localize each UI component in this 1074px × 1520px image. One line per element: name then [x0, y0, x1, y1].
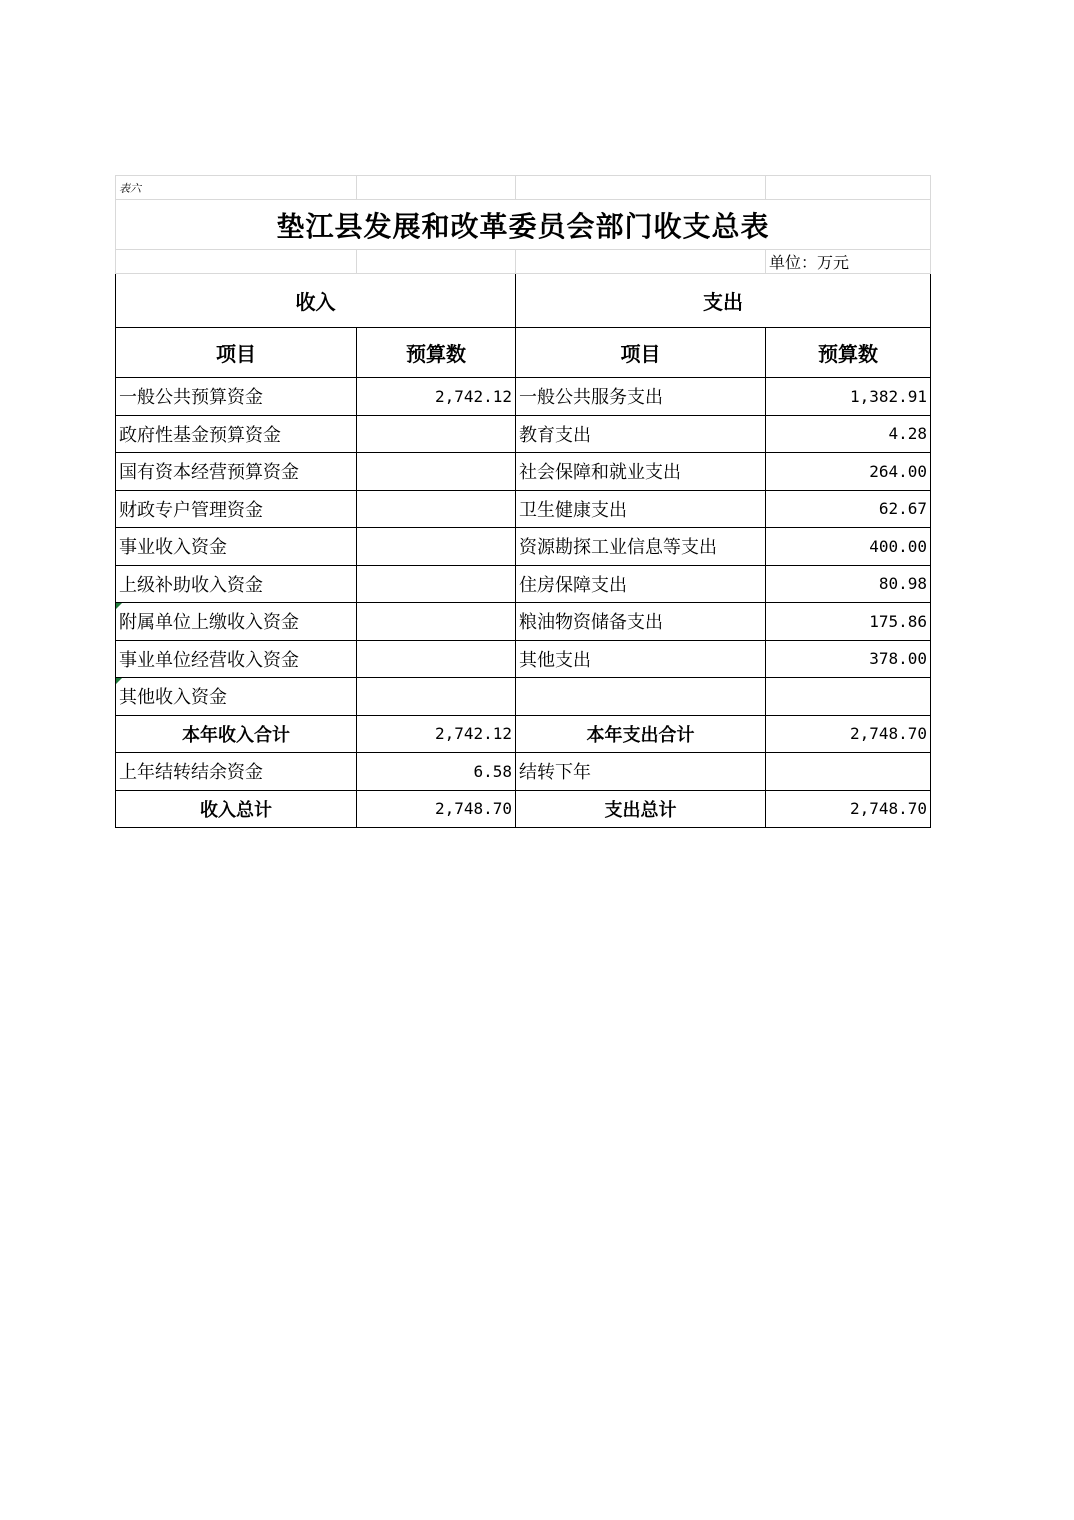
table-row: [116, 528, 931, 566]
income-value: [357, 640, 516, 678]
expense-item: 住房保障支出: [516, 565, 766, 603]
expense-total-label: 支出总计: [516, 790, 766, 828]
expense-value: 264.00: [766, 453, 931, 491]
income-item: 事业单位经营收入资金: [116, 640, 357, 678]
expense-total-value: 2,748.70: [766, 790, 931, 828]
table-row: [116, 490, 931, 528]
table-tag: 表六: [116, 176, 357, 200]
expense-carry-label: 结转下年: [516, 753, 766, 791]
table-row: [116, 453, 931, 491]
income-total-value: 2,748.70: [357, 790, 516, 828]
empty-cell: [357, 250, 516, 274]
income-subtotal-label: 本年收入合计: [116, 715, 357, 753]
expense-subtotal-value: 2,748.70: [766, 715, 931, 753]
empty-cell: [516, 250, 766, 274]
income-item-header: 项目: [116, 328, 357, 378]
income-subtotal-value: 2,742.12: [357, 715, 516, 753]
expense-value: 175.86: [766, 603, 931, 641]
income-item: 财政专户管理资金: [116, 490, 357, 528]
table-row: [116, 415, 931, 453]
income-item: 政府性基金预算资金: [116, 415, 357, 453]
expense-item: 资源勘探工业信息等支出: [516, 528, 766, 566]
income-value: 2,742.12: [357, 378, 516, 416]
income-budget-header: 预算数: [357, 328, 516, 378]
title-row: [116, 200, 931, 250]
income-item: 事业收入资金: [116, 528, 357, 566]
income-carry-value: 6.58: [357, 753, 516, 791]
unit-row: [116, 250, 931, 274]
income-value: [357, 528, 516, 566]
unit-label: 单位：万元: [766, 250, 931, 274]
expense-value: 4.28: [766, 415, 931, 453]
empty-cell: [766, 176, 931, 200]
expense-value: 378.00: [766, 640, 931, 678]
income-value: [357, 415, 516, 453]
table-row: [116, 640, 931, 678]
table-row: [116, 603, 931, 641]
expense-item-header: 项目: [516, 328, 766, 378]
expense-value: 62.67: [766, 490, 931, 528]
income-item: 上级补助收入资金: [116, 565, 357, 603]
income-value: [357, 565, 516, 603]
column-header-row: [116, 328, 931, 378]
empty-cell: [357, 176, 516, 200]
income-item: 一般公共预算资金: [116, 378, 357, 416]
expense-item: [516, 678, 766, 716]
expense-item: 其他支出: [516, 640, 766, 678]
table-row: [116, 678, 931, 716]
section-header-row: [116, 274, 931, 328]
table-row: [116, 565, 931, 603]
subtotal-row: [116, 715, 931, 753]
expense-item: 社会保障和就业支出: [516, 453, 766, 491]
expense-subtotal-label: 本年支出合计: [516, 715, 766, 753]
total-row: [116, 790, 931, 828]
carry-over-row: [116, 753, 931, 791]
expense-section-header: 支出: [516, 274, 931, 328]
expense-budget-header: 预算数: [766, 328, 931, 378]
expense-item: 教育支出: [516, 415, 766, 453]
income-value: [357, 490, 516, 528]
page-title: 垫江县发展和改革委员会部门收支总表: [116, 200, 931, 250]
income-value: [357, 453, 516, 491]
empty-cell: [116, 250, 357, 274]
income-carry-label: 上年结转结余资金: [116, 753, 357, 791]
expense-item: 粮油物资储备支出: [516, 603, 766, 641]
table-row: [116, 378, 931, 416]
income-value: [357, 678, 516, 716]
tag-row: [116, 176, 931, 200]
income-value: [357, 603, 516, 641]
income-section-header: 收入: [116, 274, 516, 328]
empty-cell: [516, 176, 766, 200]
expense-value: 400.00: [766, 528, 931, 566]
expense-item: 卫生健康支出: [516, 490, 766, 528]
income-item: 其他收入资金: [116, 678, 357, 716]
income-item: 附属单位上缴收入资金: [116, 603, 357, 641]
budget-summary-table: [115, 175, 931, 828]
expense-value: 1,382.91: [766, 378, 931, 416]
expense-item: 一般公共服务支出: [516, 378, 766, 416]
expense-value: 80.98: [766, 565, 931, 603]
income-total-label: 收入总计: [116, 790, 357, 828]
expense-value: [766, 678, 931, 716]
income-item: 国有资本经营预算资金: [116, 453, 357, 491]
expense-carry-value: [766, 753, 931, 791]
